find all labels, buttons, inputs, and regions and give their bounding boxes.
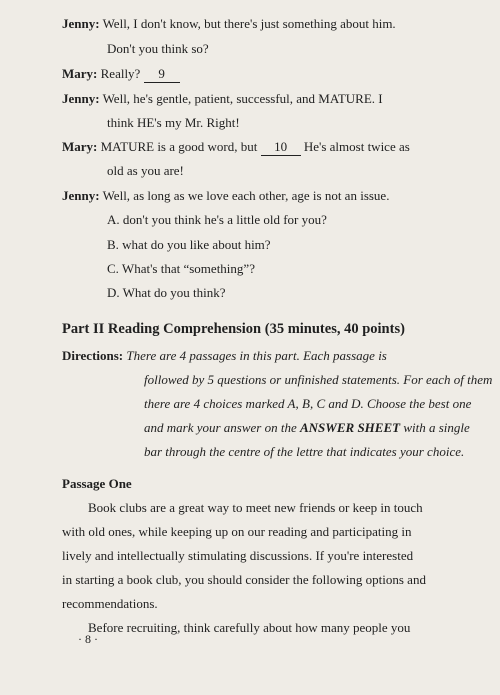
- dialogue-text: Well, I don't know, but there's just something about him.: [102, 16, 396, 31]
- speaker-jenny: Jenny:: [62, 188, 100, 203]
- blank-9: 9: [144, 66, 180, 83]
- directions-line-5: bar through the centre of the lettre that indicates your choice.: [144, 444, 465, 459]
- speaker-jenny: Jenny:: [62, 16, 100, 31]
- directions-line-4: [144, 420, 470, 436]
- dialogue-line-3-cont: think HE's my Mr. Right!: [107, 115, 240, 130]
- blank-10: 10: [261, 139, 301, 156]
- directions-label: Directions:: [62, 348, 124, 363]
- speaker-mary: Mary:: [62, 66, 98, 81]
- dialogue-text: Well, as long as we love each other, age is not an issue.: [102, 188, 390, 203]
- passage-line: recommendations.: [62, 596, 158, 611]
- passage-line: lively and intellectually stimulating discussions. If you're interested: [62, 548, 414, 563]
- speaker-jenny: Jenny:: [62, 91, 100, 106]
- passage-line: Book clubs are a great way to meet new friends or keep in touch: [88, 500, 423, 515]
- dialogue-line-4: [62, 139, 410, 156]
- option-d: D. What do you think?: [107, 285, 226, 300]
- directions-line-2: followed by 5 questions or unfinished statements. For each of them: [144, 372, 493, 387]
- directions-line-3: there are 4 choices marked A, B, C and D. Choose the best one: [144, 396, 472, 411]
- dialogue-line-1: [62, 16, 396, 32]
- dialogue-text: MATURE is a good word, but: [100, 139, 258, 154]
- part-heading: Part II Reading Comprehension (35 minutes, 40 points): [62, 321, 405, 337]
- dialogue-line-1-cont: Don't you think so?: [107, 41, 209, 56]
- dialogue-text: He's almost twice as: [303, 139, 410, 154]
- dialogue-text: Really?: [100, 66, 141, 81]
- passage-title: Passage One: [62, 476, 132, 491]
- dialogue-text: Well, he's gentle, patient, successful, and MATURE. I: [102, 91, 383, 106]
- passage-line: with old ones, while keeping up on our reading and participating in: [62, 524, 412, 539]
- page-number: · 8 ·: [78, 632, 98, 646]
- passage-next-paragraph: Before recruiting, think carefully about how many people you: [88, 620, 411, 635]
- speaker-mary: Mary:: [62, 139, 98, 154]
- option-c: C. What's that “something”?: [107, 261, 255, 276]
- directions-text: with a single: [403, 420, 470, 435]
- directions-text: There are 4 passages in this part. Each passage is: [126, 348, 387, 363]
- option-b: B. what do you like about him?: [107, 237, 271, 252]
- directions-text: and mark your answer on the: [144, 420, 297, 435]
- passage-line: in starting a book club, you should consider the following options and: [62, 572, 426, 587]
- dialogue-line-2: [62, 66, 180, 83]
- dialogue-line-5: [62, 188, 389, 204]
- directions-line-1: [62, 348, 387, 364]
- answer-sheet-emphasis: ANSWER SHEET: [300, 420, 401, 435]
- option-a: A. don't you think he's a little old for you?: [107, 212, 327, 227]
- dialogue-line-4-cont: old as you are!: [107, 163, 184, 178]
- dialogue-line-3: [62, 91, 383, 107]
